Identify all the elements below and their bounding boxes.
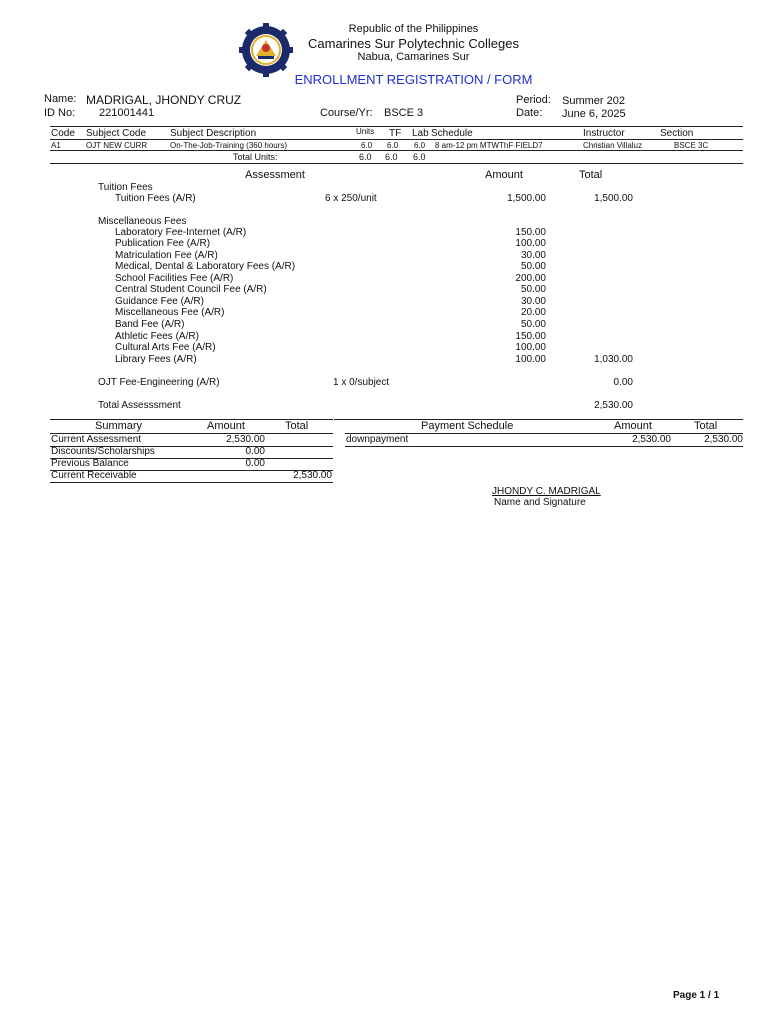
signature-name: JHONDY C. MADRIGAL — [492, 486, 601, 497]
id-label: ID No: — [44, 107, 76, 119]
subject-row-instructor: Christian Villaluz — [583, 141, 642, 150]
table-row-label: Previous Balance — [51, 458, 129, 469]
misc-group-label: Miscellaneous Fees — [98, 216, 187, 227]
list-item: Publication Fee (A/R) — [115, 238, 211, 249]
table-row-amount: 0.00 — [245, 458, 265, 469]
table-row-amount: 2,530.00 — [226, 434, 265, 445]
period-label: Period: — [516, 94, 551, 106]
payment-row-rule — [345, 446, 743, 447]
date-label: Date: — [516, 107, 543, 119]
list-item-amount: 150.00 — [515, 331, 546, 342]
assessment-total-header: Total — [579, 169, 603, 181]
total-units-value: 6.0 — [359, 152, 372, 162]
subject-row-code: A1 — [51, 141, 61, 150]
list-item: Guidance Fee (A/R) — [115, 296, 204, 307]
tuition-rate: 6 x 250/unit — [325, 193, 377, 204]
list-item: Miscellaneous Fee (A/R) — [115, 307, 225, 318]
signature-caption: Name and Signature — [494, 497, 586, 508]
page-number: Page 1 / 1 — [673, 990, 720, 1001]
subject-table-top-rule — [50, 126, 743, 127]
period-value: Summer 202 — [562, 95, 625, 107]
list-item-amount: 50.00 — [520, 319, 546, 330]
subject-row-tf: 6.0 — [387, 141, 399, 150]
republic-line: Republic of the Philippines — [348, 23, 479, 35]
tuition-item-label: Tuition Fees (A/R) — [115, 193, 196, 204]
form-title: ENROLLMENT REGISTRATION / FORM — [294, 72, 533, 87]
payment-total-header: Total — [694, 420, 718, 432]
student-name: MADRIGAL, JHONDY CRUZ — [86, 93, 242, 107]
college-name: Camarines Sur Polytechnic Colleges — [308, 36, 519, 51]
list-item-amount: 20.00 — [520, 307, 546, 318]
name-label: Name: — [44, 93, 77, 105]
subject-total-rule — [50, 163, 743, 164]
col-section: Section — [660, 128, 694, 139]
total-units-label: Total Units: — [233, 152, 278, 162]
table-row-label: Current Receivable — [51, 470, 137, 481]
list-item: Band Fee (A/R) — [115, 319, 185, 330]
col-lab: Lab — [412, 128, 429, 139]
payment-top-rule — [334, 419, 743, 420]
table-row-total: 2,530.00 — [293, 470, 332, 481]
list-item: School Facilities Fee (A/R) — [115, 273, 234, 284]
list-item-amount: 30.00 — [520, 296, 546, 307]
list-item-amount: 150.00 — [515, 227, 546, 238]
list-item-amount: 50.00 — [520, 284, 546, 295]
course-year: BSCE 3 — [384, 107, 424, 119]
subject-row-subject-code: OJT NEW CURR — [86, 141, 148, 150]
ojt-fee-total: 0.00 — [613, 377, 633, 388]
total-lab-value: 6.0 — [413, 152, 426, 162]
col-tf: TF — [389, 128, 402, 139]
assessment-header: Assessment — [245, 169, 305, 181]
list-item: Athletic Fees (A/R) — [115, 331, 199, 342]
tuition-amount: 1,500.00 — [507, 193, 546, 204]
ojt-fee-rate: 1 x 0/subject — [333, 377, 390, 388]
summary-total-header: Total — [285, 420, 309, 432]
list-item-amount: 50.00 — [520, 261, 546, 272]
col-schedule: Schedule — [431, 128, 473, 139]
payment-row-amount: 2,530.00 — [632, 434, 671, 445]
course-label: Course/Yr: — [320, 107, 373, 119]
payment-header: Payment Schedule — [421, 420, 514, 432]
table-row-label: Discounts/Scholarships — [51, 446, 155, 457]
total-assessment-label: Total Assesssment — [98, 400, 181, 411]
table-row-amount: 0.00 — [245, 446, 265, 457]
subject-row-rule — [50, 150, 743, 151]
subject-row-schedule: 8 am-12 pm MTWThF FIELD7 — [435, 141, 543, 150]
summary-bottom-rule — [50, 482, 333, 483]
misc-total: 1,030.00 — [594, 354, 633, 365]
total-assessment-value: 2,530.00 — [594, 400, 633, 411]
list-item-amount: 100.00 — [515, 354, 546, 365]
subject-row-section: BSCE 3C — [674, 141, 709, 150]
list-item: Matriculation Fee (A/R) — [115, 250, 218, 261]
col-description: Subject Description — [170, 128, 257, 139]
college-location: Nabua, Camarines Sur — [357, 51, 470, 63]
col-instructor: Instructor — [583, 128, 625, 139]
list-item-amount: 200.00 — [515, 273, 546, 284]
payment-amount-header: Amount — [614, 420, 652, 432]
subject-row-lab: 6.0 — [414, 141, 426, 150]
ojt-fee-label: OJT Fee-Engineering (A/R) — [98, 377, 220, 388]
list-item: Central Student Council Fee (A/R) — [115, 284, 267, 295]
col-subject-code: Subject Code — [86, 128, 147, 139]
student-id: 221001441 — [99, 107, 155, 119]
subject-row-units: 6.0 — [361, 141, 373, 150]
list-item-amount: 100.00 — [515, 342, 546, 353]
summary-amount-header: Amount — [207, 420, 245, 432]
assessment-amount-header: Amount — [485, 169, 523, 181]
date-value: June 6, 2025 — [562, 108, 626, 120]
tuition-total: 1,500.00 — [594, 193, 633, 204]
list-item-amount: 30.00 — [520, 250, 546, 261]
list-item-amount: 100.00 — [515, 238, 546, 249]
payment-row-label: downpayment — [346, 434, 409, 445]
tuition-group-label: Tuition Fees — [98, 182, 153, 193]
table-row-label: Current Assessment — [51, 434, 142, 445]
col-code: Code — [51, 128, 75, 139]
payment-row-total: 2,530.00 — [704, 434, 743, 445]
subject-header-rule — [50, 139, 743, 140]
subject-row-description: On-The-Job-Training (360 hours) — [170, 141, 288, 150]
list-item: Cultural Arts Fee (A/R) — [115, 342, 216, 353]
summary-header: Summary — [95, 420, 143, 432]
list-item: Medical, Dental & Laboratory Fees (A/R) — [115, 261, 296, 272]
list-item: Laboratory Fee-Internet (A/R) — [115, 227, 247, 238]
col-units: Units — [356, 127, 375, 136]
list-item: Library Fees (A/R) — [115, 354, 197, 365]
total-tf-value: 6.0 — [385, 152, 398, 162]
